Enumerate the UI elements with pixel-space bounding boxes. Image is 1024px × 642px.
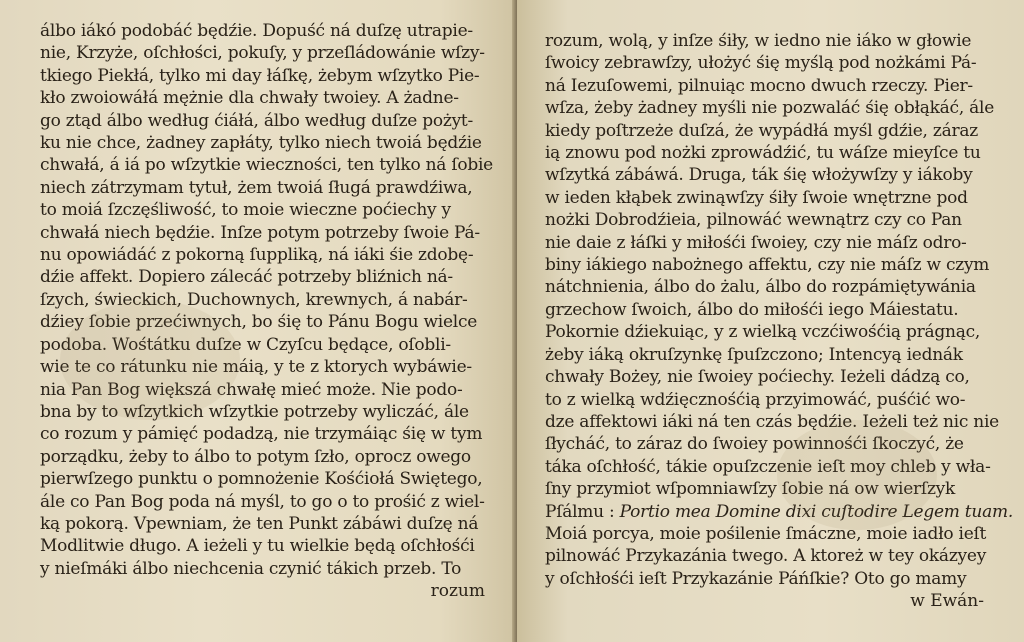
text-line: chwały Bożey, nie ſwoiey poćiechy. Ieżeli dádzą co, xyxy=(545,367,970,388)
right-page-text xyxy=(545,30,1013,590)
text-line: nożki Dobrodźieia, pilnowáć wewnątrz czy co Pan xyxy=(545,210,962,231)
text-line: grzechow ſwoich, álbo do miłośći iego Máiestatu. xyxy=(545,299,959,320)
text-line: kło zwoiowáłá mężnie dla chwały twoiey. A żadne- xyxy=(40,88,459,109)
text-line: ſzych, świeckich, Duchownych, krewnych, á nabár- xyxy=(40,289,468,310)
text-line: nátchnienia, álbo do żalu, álbo do rozpámiętywánia xyxy=(545,277,976,298)
text-line: podoba. Wośtátku duſze w Czyſcu będące, oſobli- xyxy=(40,334,451,355)
text-line: ią znowu pod nożki zprowádźić, tu wáſze mieyſce tu xyxy=(545,143,981,164)
text-line: żeby iáką okruſzynkę ſpuſzczono; Intencyą iednák xyxy=(545,344,963,365)
text-line: Pſálmu : Portio mea Domine dixi cuſtodire Legem tuam. xyxy=(545,501,1013,522)
text-line: ką pokorą. Vpewniam, że ten Punkt zábáwi duſzę ná xyxy=(40,513,479,534)
text-line: pierwſzego punktu o pomnożenie Kośćiołá Swiętego, xyxy=(40,469,483,490)
text-line: to moiá ſzczęśliwość, to moie wieczne poćiechy y xyxy=(40,200,451,221)
text-line: nia Pan Bog większá chwałę mieć może. Nie podo- xyxy=(40,379,463,400)
text-line: ále co Pan Bog poda ná myśl, to go o to prośić z wiel- xyxy=(40,491,485,512)
text-line: Modlitwie długo. A ieżeli y tu wielkie będą oſchłośći xyxy=(40,536,475,557)
right-page xyxy=(517,0,1024,642)
text-line: dze affektowi iáki ná ten czás będźie. Ieżeli też nic nie xyxy=(545,411,999,432)
text-line: y oſchłośći ieſt Przykazánie Páńſkie? Oto go mamy xyxy=(545,568,967,589)
left-page-text xyxy=(40,20,505,580)
text-line: ná Iezuſowemi, pilnuiąc mocno dwuch rzeczy. Pier- xyxy=(545,75,973,96)
text-line: w ieden kłąbek zwinąwſzy śiły ſwoie wnętrzne pod xyxy=(545,187,968,208)
text-line: ſny przymiot wſpomniawſzy ſobie ná ow wierſzyk xyxy=(545,479,956,500)
text-line: bna by to wſzytkich wſzytkie potrzeby wyliczáć, ále xyxy=(40,401,469,422)
text-line: rozum, wolą, y inſze śiły, w iedno nie iáko w głowie xyxy=(545,31,972,51)
left-catchword: rozum xyxy=(430,581,485,602)
text-line: wie te co rátunku nie máią, y te z ktorych wybáwie- xyxy=(40,357,472,378)
latin-quote: Portio mea Domine dixi cuſtodire Legem tuam. xyxy=(619,501,1013,522)
text-line: nu opowiádáć z pokorną ſuppliką, ná iáki śie zdobę- xyxy=(40,245,474,266)
text-line: dźie affekt. Dopiero zálecáć potrzeby bliźnich ná- xyxy=(40,267,453,288)
text-line: nie, Krzyże, oſchłości, pokuſy, y przeſládowánie wſzy- xyxy=(40,43,485,64)
text-line: álbo iákó podobáć będźie. Dopuść ná duſzę utrapie- xyxy=(40,21,473,41)
text-line: wſza, żeby żadney myśli nie pozwaláć śię obłąkáć, ále xyxy=(545,98,995,119)
text-line: y nieſmáki álbo niechcenia czynić tákich przeb. To xyxy=(40,558,462,579)
text-line: porządku, żeby to álbo to potym ſzło, oprocz owego xyxy=(40,446,471,467)
text-line: kiedy poſtrzeże duſzá, że wypádłá myśl gdźie, záraz xyxy=(545,120,978,141)
text-line: go ztąd álbo według ćiáłá, álbo według duſze pożyt- xyxy=(40,110,473,131)
text-line: wſzytká zábáwá. Druga, ták śię włożywſzy y iákoby xyxy=(545,165,973,186)
text-line: pilnowáć Przykazánia twego. A ktoreż w tey okázyey xyxy=(545,546,987,567)
text-line: ku nie chce, żadney zapłáty, tylko niech twoiá będźie xyxy=(40,133,482,154)
text-line: táka oſchłość, tákie opuſzczenie ieſt moy chleb y wła- xyxy=(545,456,991,477)
text-line: ſłycháć, to záraz do ſwoiey powinnośći ſkoczyć, że xyxy=(545,434,964,455)
text-line: to z wielką wdźięcznośćią przyimowáć, puśćić wo- xyxy=(545,389,966,410)
text-line: Moiá porcya, moie pośilenie ſmáczne, moie iadło ieſt xyxy=(545,523,987,544)
text-line: Pokornie dźiekuiąc, y z wielką vczćiwośćią prágnąc, xyxy=(545,322,981,343)
text-line: co rozum y pámięć podadzą, nie trzymáiąc śię w tym xyxy=(40,424,483,445)
text-line: biny iákiego nabożnego affektu, czy nie máſz w czym xyxy=(545,255,990,276)
text-line: ſwoicy zebrawſzy, ułożyć śię myślą pod nożkámi Pá- xyxy=(545,53,977,74)
text-line: chwałá, á iá po wſzytkie wieczności, ten tylko ná ſobie xyxy=(40,155,493,176)
text-line: chwałá niech będźie. Inſze potym potrzeby ſwoie Pá- xyxy=(40,222,480,243)
text-line: niech zátrzymam tytuł, żem twoiá ſługá prawdźiwa, xyxy=(40,177,473,198)
text-line: tkiego Piekłá, tylko mi day łáſkę, żebym wſzytko Pie- xyxy=(40,65,480,86)
right-catchword: w Ewán- xyxy=(910,591,984,612)
text-line: dźiey ſobie przećiwnych, bo śię to Pánu Bogu wielce xyxy=(40,312,478,333)
text-line: nie daie z łáſki y miłośći ſwoiey, czy nie máſz odro- xyxy=(545,232,967,253)
